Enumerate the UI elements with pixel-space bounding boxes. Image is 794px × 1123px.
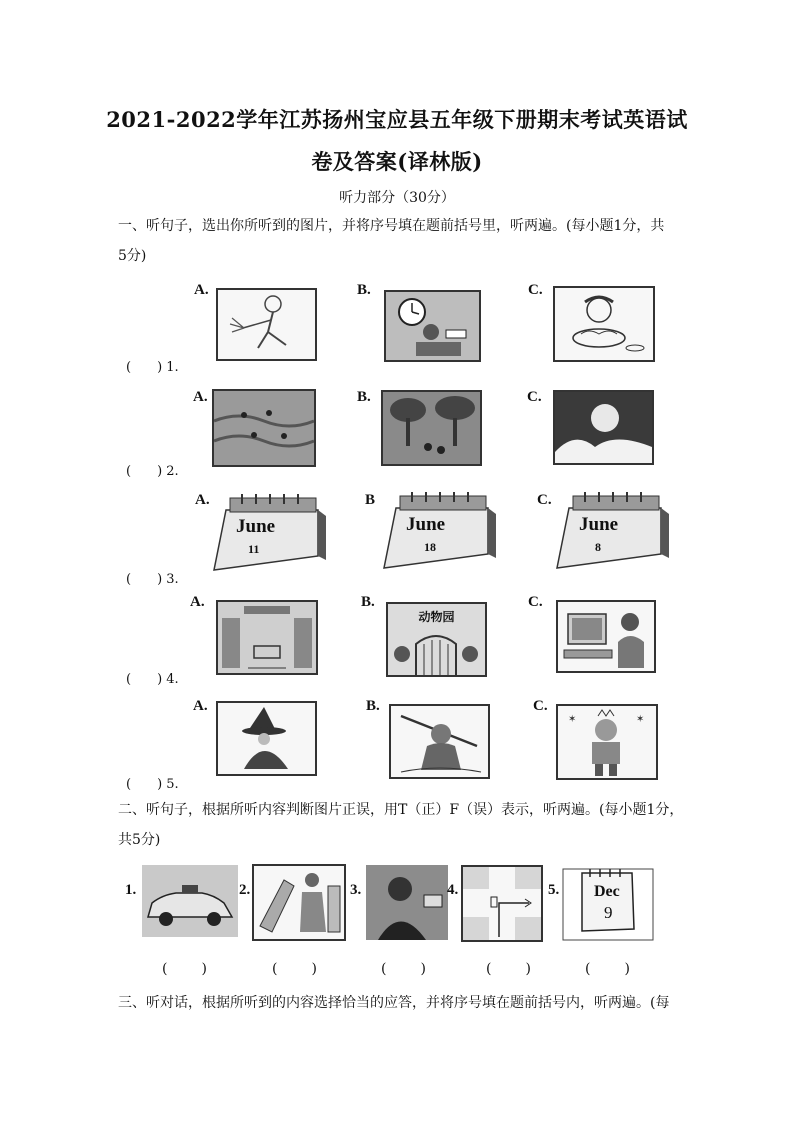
q3b-day: 18 xyxy=(424,540,436,554)
part2-instruction-line1: 二、听句子，根据所听内容判断图片正误，用T（正）F（误）表示，听两遍。(每小题1分， xyxy=(118,802,684,818)
p2-number-3: 3. xyxy=(350,882,362,898)
q4-image-a-supermarket xyxy=(216,600,318,675)
part2-instruction xyxy=(118,795,688,855)
p2-number-5: 5. xyxy=(548,882,560,898)
q5-option-c-label: C. xyxy=(533,698,548,714)
section-heading: 听力部分（30分） xyxy=(339,190,455,206)
part1-instruction xyxy=(118,211,678,271)
q5-option-b-label: B. xyxy=(366,698,380,714)
q5-number: ( ) 5. xyxy=(126,777,179,792)
q2-image-a-swimming xyxy=(212,389,316,467)
q2-option-b-label: B. xyxy=(357,389,371,405)
document-title-line1: 2021-2022学年江苏扬州宝应县五年级下册期末考试英语试 xyxy=(106,107,688,132)
p2-number-4: 4. xyxy=(447,882,459,898)
q4-image-c-computer xyxy=(556,600,656,673)
q1-option-c-label: C. xyxy=(528,282,543,298)
part2-instruction-line2: 共5分) xyxy=(118,832,161,848)
p2-image-road-map xyxy=(461,865,543,942)
q3-option-c-label: C. xyxy=(537,492,552,508)
q4-option-a-label: A. xyxy=(190,594,205,610)
p2-number-1: 1. xyxy=(125,882,137,898)
p2-answer-1[interactable]: ( ) xyxy=(162,961,209,977)
q3c-day: 8 xyxy=(595,540,601,554)
q3-number: ( ) 3. xyxy=(126,572,179,587)
p2-image-taxi xyxy=(142,865,238,937)
q3c-month: June xyxy=(579,514,619,535)
q3-calendar-c xyxy=(551,484,669,574)
q2-number: ( ) 2. xyxy=(126,464,179,479)
q3-option-b-label: B xyxy=(365,492,376,508)
q4-option-b-label: B. xyxy=(361,594,375,610)
document-title-line2: 卷及答案(译林版) xyxy=(311,149,483,174)
q1-option-a-label: A. xyxy=(194,282,209,298)
q3a-month: June xyxy=(236,516,276,537)
q3b-month: June xyxy=(406,514,446,535)
part3-instruction xyxy=(118,988,688,1018)
p2-image-woman-phone xyxy=(366,865,448,940)
p2-calendar-month: Dec xyxy=(594,883,620,900)
q5-image-b-monkey-king xyxy=(389,704,490,779)
p2-image-shopping xyxy=(252,864,346,941)
q5-image-a-witch xyxy=(216,701,317,776)
q4-option-c-label: C. xyxy=(528,594,543,610)
zoo-sign-text: 动物园 xyxy=(418,610,455,624)
q2-option-a-label: A. xyxy=(193,389,208,405)
p2-image-calendar xyxy=(562,865,654,941)
p2-answer-4[interactable]: ( ) xyxy=(486,961,533,977)
q2-image-b-park-trees xyxy=(381,390,482,466)
q5-option-a-label: A. xyxy=(193,698,208,714)
q2-image-c-moon-night xyxy=(553,390,654,465)
p2-answer-2[interactable]: ( ) xyxy=(272,961,319,977)
svg-text:✶: ✶ xyxy=(568,714,577,725)
part3-instruction-line1: 三、听对话，根据所听到的内容选择恰当的应答，并将序号填在题前括号内，听两遍。(每 xyxy=(118,995,670,1011)
p2-answer-3[interactable]: ( ) xyxy=(381,961,428,977)
svg-text:✶: ✶ xyxy=(636,714,645,725)
p2-calendar-day: 9 xyxy=(604,903,613,922)
q1-image-b-clock-eating xyxy=(384,290,481,362)
part1-instruction-line1: 一、听句子，选出你所听到的图片，并将序号填在题前括号里，听两遍。(每小题1分，共 xyxy=(118,218,665,234)
q3-calendar-a xyxy=(208,486,326,576)
q3-calendar-b xyxy=(378,484,496,574)
q3a-day: 11 xyxy=(248,542,260,556)
q4-number: ( ) 4. xyxy=(126,672,179,687)
part1-instruction-line2: 5分) xyxy=(118,248,147,264)
q1-option-b-label: B. xyxy=(357,282,371,298)
q3-option-a-label: A. xyxy=(195,492,210,508)
q2-option-c-label: C. xyxy=(527,389,542,405)
q1-image-a-boy-sweeping xyxy=(216,288,317,361)
q5-image-c-boy-angry xyxy=(556,704,658,780)
q1-number: ( ) 1. xyxy=(126,360,179,375)
p2-number-2: 2. xyxy=(239,882,251,898)
q1-image-c-boy-noodles xyxy=(553,286,655,362)
p2-answer-5[interactable]: ( ) xyxy=(585,961,632,977)
q4-image-b-zoo-gate xyxy=(386,602,487,677)
